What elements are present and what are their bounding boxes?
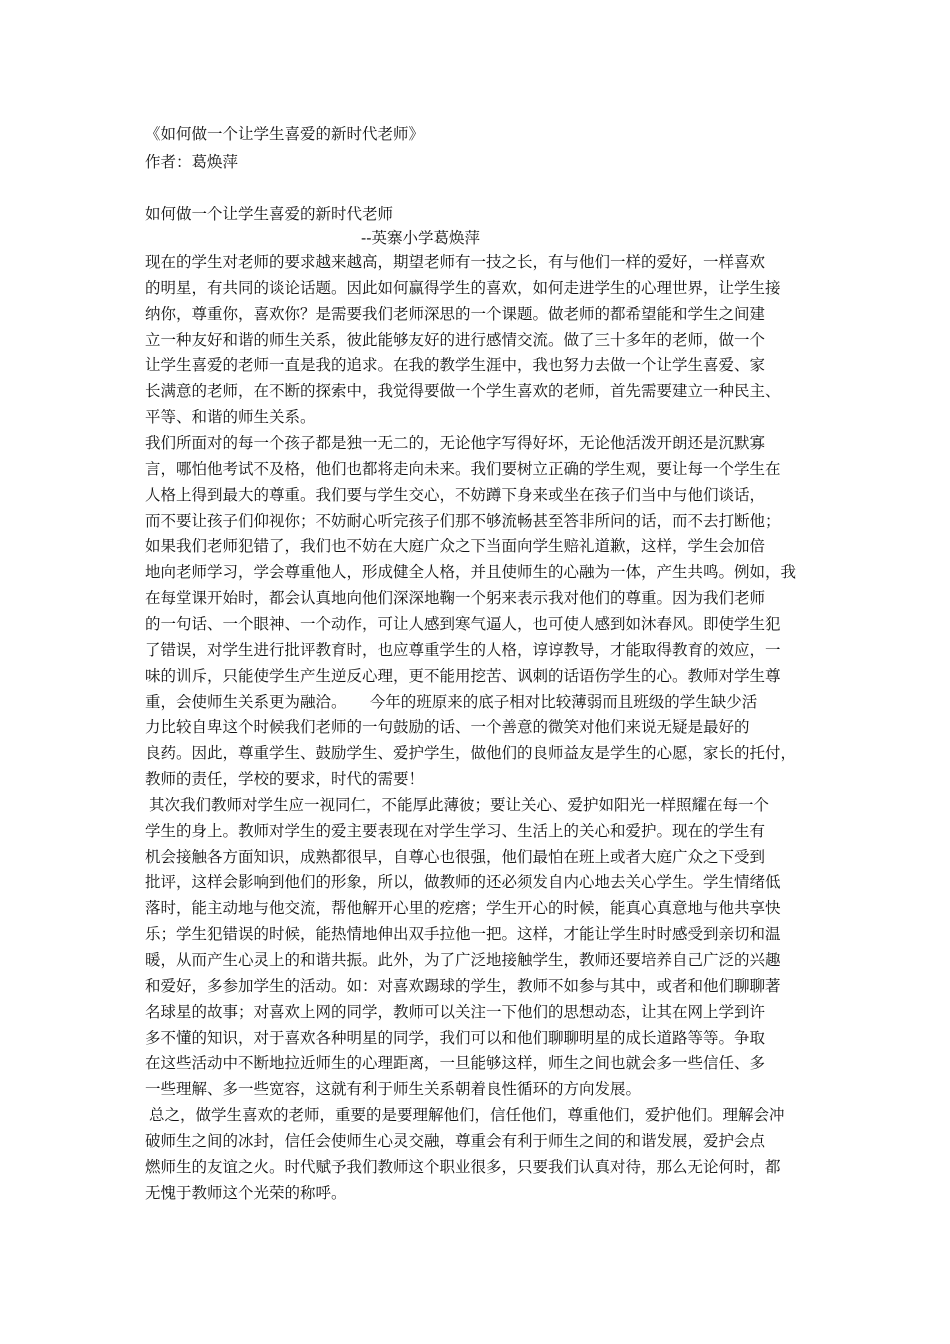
paragraph-line: 总之，做学生喜欢的老师，重要的是要理解他们，信任他们，尊重他们，爱护他们。理解会冲 [149, 1106, 785, 1125]
paragraph-line: 机会接触各方面知识，成熟都很早，自尊心也很强，他们最怕在班上或者大庭广众之下受到 [145, 847, 766, 866]
paragraph-line: 学生的身上。教师对学生的爱主要表现在对学生学习、生活上的关心和爱护。现在的学生有 [145, 821, 766, 840]
paragraph-line: 一些理解、多一些宽容，这就有利于师生关系朝着良性循环的方向发展。 [145, 1080, 642, 1099]
article-byline: --英寨小学葛焕萍 [361, 229, 480, 247]
paragraph-line: 暖，从而产生心灵上的和谐共振。此外，为了广泛地接触学生，教师还要培养自己广泛的兴趣 [145, 951, 781, 969]
paragraph-line: 名球星的故事；对喜欢上网的同学，教师可以关注一下他们的思想动态，让其在网上学到许 [145, 1002, 766, 1021]
paragraph-line: 味的训斥，只能使学生产生逆反心理，更不能用挖苦、讽刺的话语伤学生的心。教师对学生尊 [145, 666, 781, 685]
paragraph-line: 我们所面对的每一个孩子都是独一无二的，无论他字写得好坏，无论他活泼开朗还是沉默寡 [145, 434, 766, 452]
paragraph-line: 了错误，对学生进行批评教育时，也应尊重学生的人格，谆谆教导，才能取得教育的效应，一 [145, 640, 781, 659]
book-title: 《如何做一个让学生喜爱的新时代老师》 [145, 125, 425, 143]
paragraph-line: 言，哪怕他考试不及格，他们也都将走向未来。我们要树立正确的学生观，要让每一个学生在 [145, 459, 781, 478]
paragraph-line: 其次我们教师对学生应一视同仁，不能厚此薄彼；要让关心、爱护如阳光一样照耀在每一个 [149, 795, 770, 814]
paragraph-line: 教师的责任，学校的要求，时代的需要！ [145, 770, 425, 788]
paragraph-line: 和爱好，多参加学生的活动。如：对喜欢踢球的学生，教师不如参与其中，或者和他们聊聊著 [145, 976, 781, 995]
paragraph-line: 乐；学生犯错误的时候，能热情地伸出双手拉他一把。这样，才能让学生时时感受到亲切和温 [145, 925, 781, 944]
paragraph-line: 在这些活动中不断地拉近师生的心理距离，一旦能够这样，师生之间也就会多一些信任、多 [145, 1054, 766, 1073]
paragraph-line: 地向老师学习，学会尊重他人，形成健全人格，并且使师生的心融为一体，产生共鸣。例如，我 [145, 563, 797, 582]
paragraph-line: 落时，能主动地与他交流，帮他解开心里的疙瘩；学生开心的时候，能真心真意地与他共享快 [145, 899, 781, 918]
paragraph-line: 良药。因此，尊重学生、鼓励学生、爱护学生，做他们的良师益友是学生的心愿，家长的托付， [145, 744, 797, 763]
paragraph-line: 无愧于教师这个光荣的称呼。 [145, 1183, 347, 1202]
paragraph-line: 纳你，尊重你，喜欢你？是需要我们老师深思的一个课题。做老师的都希望能和学生之间建 [145, 304, 766, 323]
article-title: 如何做一个让学生喜爱的新时代老师 [145, 205, 394, 223]
paragraph-line: 力比较自卑这个时候我们老师的一句鼓励的话、一个善意的微笑对他们来说无疑是最好的 [145, 718, 750, 737]
paragraph-line: 燃师生的友谊之火。时代赋予我们教师这个职业很多，只要我们认真对待，那么无论何时，都 [145, 1157, 781, 1176]
paragraph-line: 破师生之间的冰封，信任会使师生心灵交融，尊重会有利于师生之间的和谐发展，爱护会点 [145, 1131, 766, 1150]
paragraph-line: 现在的学生对老师的要求越来越高，期望老师有一技之长，有与他们一样的爱好，一样喜欢 [145, 253, 766, 271]
paragraph-line: 如果我们老师犯错了，我们也不妨在大庭广众之下当面向学生赔礼道歉，这样，学生会加倍 [145, 537, 766, 556]
paragraph-line: 多不懂的知识，对于喜欢各种明星的同学，我们可以和他们聊聊明星的成长道路等等。争取 [145, 1028, 766, 1047]
author-line: 作者：葛焕萍 [145, 153, 239, 171]
paragraph-line: 重，会使师生关系更为融洽。 今年的班原来的底子相对比较薄弱而且班级的学生缺少活 [145, 692, 758, 711]
paragraph-line: 的一句话、一个眼神、一个动作，可让人感到寒气逼人，也可使人感到如沐春风。即使学生犯 [145, 614, 781, 633]
paragraph-line: 的明星，有共同的谈论话题。因此如何赢得学生的喜欢，如何走进学生的心理世界，让学生接 [145, 278, 781, 297]
paragraph-line: 平等、和谐的师生关系。 [145, 408, 316, 427]
paragraph-line: 人格上得到最大的尊重。我们要与学生交心，不妨蹲下身来或坐在孩子们当中与他们谈话， [145, 485, 766, 504]
paragraph-line: 长满意的老师，在不断的探索中，我觉得要做一个学生喜欢的老师，首先需要建立一种民主、 [145, 382, 781, 401]
paragraph-line: 而不要让孩子们仰视你；不妨耐心听完孩子们那不够流畅甚至答非所问的话，而不去打断他； [145, 511, 781, 530]
paragraph-line: 批评，这样会影响到他们的形象，所以，做教师的还必须发自内心地去关心学生。学生情绪低 [145, 873, 781, 892]
paragraph-line: 立一种友好和谐的师生关系，彼此能够友好的进行感情交流。做了三十多年的老师，做一个 [145, 330, 766, 349]
paragraph-line: 在每堂课开始时，都会认真地向他们深深地鞠一个躬来表示我对他们的尊重。因为我们老师 [145, 589, 766, 607]
paragraph-line: 让学生喜爱的老师一直是我的追求。在我的教学生涯中，我也努力去做一个让学生喜爱、家 [145, 356, 766, 375]
